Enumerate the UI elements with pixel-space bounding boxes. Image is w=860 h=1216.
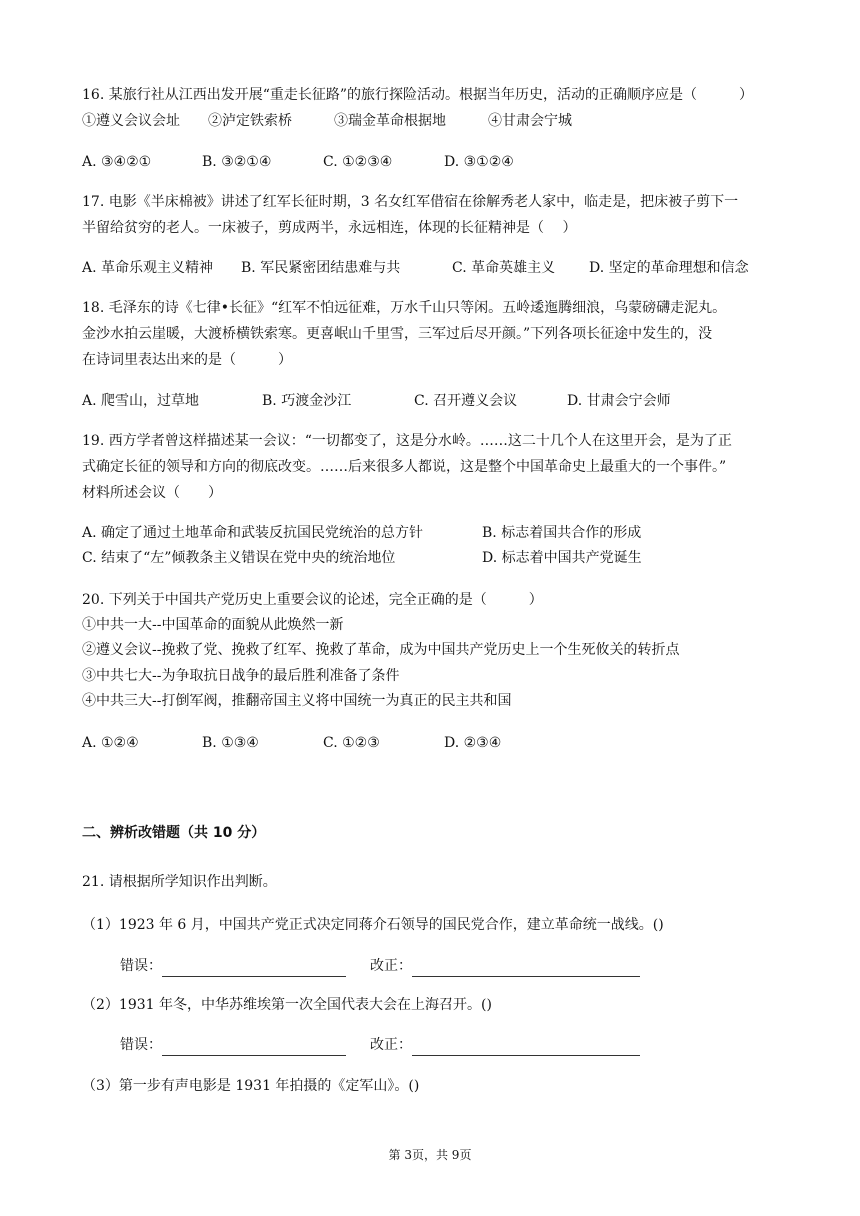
option-a: A. ①②④ — [82, 735, 139, 751]
option-a: A. 爬雪山，过草地 — [82, 393, 200, 409]
question-19-stem-line2: 式确定长征的领导和方向的彻底改变。……后来很多人都说，这是整个中国革命史上最重大的一个事件。” — [82, 459, 727, 475]
answer-row-2 — [120, 1034, 640, 1056]
option-c: C. ①②③④ — [323, 154, 393, 170]
option-b: B. 巧渡金沙江 — [262, 393, 352, 409]
option-c: C. 召开遵义会议 — [414, 393, 518, 409]
error-label: 错误： — [120, 958, 162, 974]
option-d: D. 标志着中国共产党诞生 — [482, 550, 642, 566]
question-18-stem-line2: 金沙水拍云崖暖，大渡桥横铁索寒。更喜岷山千里雪，三军过后尽开颜。”下列各项长征途中发生的，没 — [82, 326, 713, 342]
error-answer-blank[interactable] — [162, 1039, 346, 1056]
error-answer-blank[interactable] — [162, 960, 346, 977]
question-18-stem-line1: 18. 毛泽东的诗《七律•长征》“红军不怕远征难，万水千山只等闲。五岭逶迤腾细浪，乌蒙磅礴走泥丸。 — [82, 300, 727, 316]
question-20-item-1: ①中共一大--中国革命的面貌从此焕然一新 — [82, 617, 344, 633]
option-d: D. ②③④ — [444, 735, 502, 751]
option-b: B. 标志着国共合作的形成 — [482, 525, 642, 541]
question-17-stem-line1: 17. 电影《半床棉被》讲述了红军长征时期，3 名女红军借宿在徐解秀老人家中，临走是，把床被子剪下一 — [82, 194, 739, 210]
question-19-stem-line1: 19. 西方学者曾这样描述某一会议：“一切都变了，这是分水岭。……这二十几个人在这里开会，是为了正 — [82, 433, 732, 449]
correct-label: 改正： — [370, 1037, 412, 1053]
option-c: C. 革命英雄主义 — [452, 260, 556, 276]
correct-label: 改正： — [370, 958, 412, 974]
section-title: 二、辨析改错题（共 10 分） — [82, 825, 266, 841]
option-b: B. ③②①④ — [202, 154, 272, 170]
correct-answer-blank[interactable] — [412, 960, 640, 977]
question-19-stem-line3: 材料所述会议（ ） — [82, 485, 222, 501]
option-d: D. 甘肃会宁会师 — [567, 393, 671, 409]
option-d: D. 坚定的革命理想和信念 — [589, 260, 749, 276]
question-17-stem-line2: 半留给贫穷的老人。一床被子，剪成两半，永远相连，体现的长征精神是（ ） — [82, 220, 577, 236]
question-18-stem-line3: 在诗词里表达出来的是（ ） — [82, 352, 292, 368]
question-20-item-2: ②遵义会议--挽救了党、挽救了红军、挽救了革命，成为中国共产党历史上一个生死攸关的转折点 — [82, 642, 680, 658]
question-21-sub-3: （3）第一步有声电影是 1931 年拍摄的《定军山》。() — [82, 1078, 420, 1094]
option-c: C. 结束了“左”倾教条主义错误在党中央的统治地位 — [82, 550, 396, 566]
error-label: 错误： — [120, 1037, 162, 1053]
question-21-stem: 21. 请根据所学知识作出判断。 — [82, 874, 277, 890]
question-20-item-3: ③中共七大--为争取抗日战争的最后胜利准备了条件 — [82, 668, 400, 684]
answer-row-1 — [120, 955, 640, 977]
correct-answer-blank[interactable] — [412, 1039, 640, 1056]
question-21-sub-2: （2）1931 年冬，中华苏维埃第一次全国代表大会在上海召开。() — [82, 997, 492, 1013]
option-c: C. ①②③ — [323, 735, 380, 751]
question-20-item-4: ④中共三大--打倒军阀，推翻帝国主义将中国统一为真正的民主共和国 — [82, 693, 512, 709]
option-d: D. ③①②④ — [444, 154, 514, 170]
option-a: A. 革命乐观主义精神 — [82, 260, 214, 276]
option-b: B. ①③④ — [202, 735, 259, 751]
option-a: A. ③④②① — [82, 154, 152, 170]
question-20-stem: 20. 下列关于中国共产党历史上重要会议的论述，完全正确的是（ ） — [82, 592, 543, 608]
option-a: A. 确定了通过土地革命和武装反抗国民党统治的总方针 — [82, 525, 424, 541]
question-16-stem: 16. 某旅行社从江西出发开展“重走长征路”的旅行探险活动。根据当年历史，活动的正确顺序应是（ ） — [82, 87, 754, 103]
question-21-sub-1: （1）1923 年 6 月，中国共产党正式决定同蒋介石领导的国民党合作，建立革命统一战线。() — [82, 917, 664, 933]
question-16-items: ①遵义会议会址 ②泸定铁索桥 ③瑞金革命根据地 ④甘肃会宁城 — [82, 113, 572, 129]
page-number: 第 3页，共 9页 — [388, 1148, 472, 1162]
option-b: B. 军民紧密团结患难与共 — [241, 260, 401, 276]
